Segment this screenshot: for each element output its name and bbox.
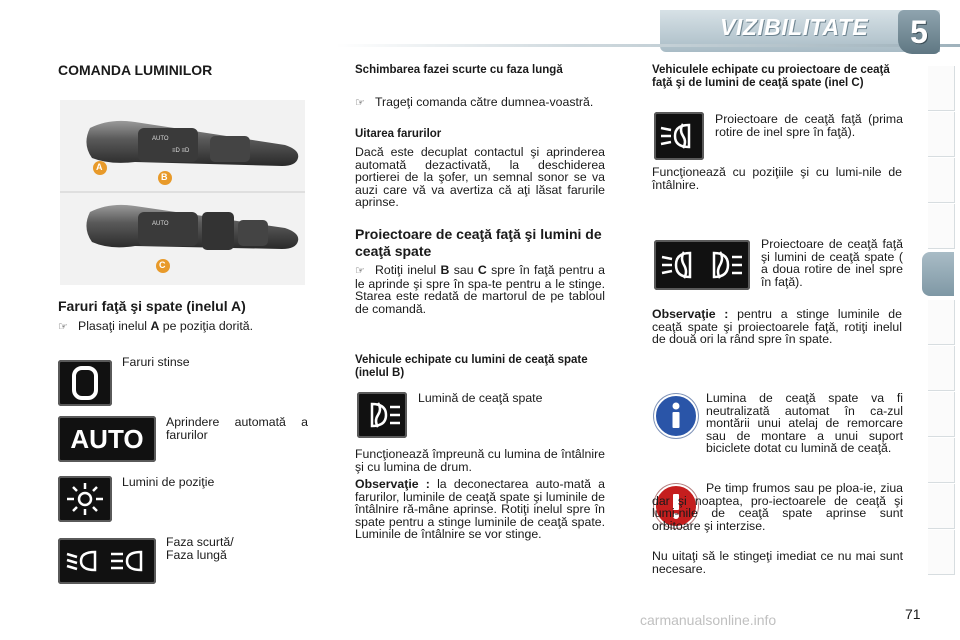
forget-text: Dacă este decuplat contactul şi aprinderea automată dezactivată, la deschiderea portierei de la şofer, un semnal sonor se va auzi care vă va avertiza că aţi lăsat farurile aprinse. bbox=[355, 145, 605, 210]
chapter-tab[interactable] bbox=[928, 530, 955, 575]
auto-label: Aprindere automată a farurilor bbox=[166, 415, 308, 442]
beam-label: Faza scurtă/ Faza lungă bbox=[166, 535, 234, 562]
front-rear-fog-icon bbox=[654, 240, 750, 290]
page-title: VIZIBILITATE bbox=[720, 14, 869, 40]
observation-c: Observaţie : pentru a stinge luminile de ceaţă spate şi proiectoarele faţă, rotiţi inelul de două ori la rând spre în spate. bbox=[652, 307, 902, 347]
both-fog-label: Proiectoare de ceaţă faţă şi lumini de ceaţă spate ( a doua rotire de inel spre în faţă). bbox=[761, 237, 903, 289]
chapter-tab[interactable] bbox=[928, 346, 955, 391]
watermark: carmanualsonline.info bbox=[640, 612, 777, 628]
auto-icon: AUTO bbox=[58, 416, 156, 462]
pointer-icon: ☞ bbox=[355, 265, 365, 277]
svg-text:AUTO: AUTO bbox=[152, 136, 169, 142]
page-number: 71 bbox=[905, 606, 921, 622]
warning-reminder: Nu uitaţi să le stingeţi imediat ce nu mai sunt necesare. bbox=[652, 549, 903, 576]
beam-switch-title: Schimbarea fazei scurte cu faza lungă bbox=[355, 64, 563, 76]
chapter-tab[interactable] bbox=[928, 112, 955, 157]
pointer-icon: ☞ bbox=[355, 97, 365, 109]
rear-fog-text: Funcţionează împreună cu lumina de întâlnire şi cu lumina de drum. bbox=[355, 447, 605, 474]
light-stalk-drawing bbox=[60, 100, 305, 285]
observation-b: Observaţie : la deconectarea auto-mată a farurilor, luminile de ceaţă spate şi luminile de întâlnire ră-mâne aprinse. Rotiţi inelul spre în spate pentru a stinge luminile de ceaţă spate. Luminile de întâlnire se vor stinge. bbox=[355, 477, 605, 542]
chapter-tab[interactable] bbox=[928, 204, 955, 249]
front-fog-label: Proiectoare de ceaţă faţă (prima rotire de inel spre în faţă). bbox=[715, 112, 903, 139]
chapter-tab[interactable] bbox=[928, 66, 955, 111]
ring-c-title: Vehiculele echipate cu proiectoare de ceaţă faţă şi de lumini de ceaţă spate (inel C) bbox=[652, 64, 890, 89]
pointer-icon: ☞ bbox=[58, 321, 68, 333]
rear-fog-label: Lumină de ceaţă spate bbox=[418, 391, 543, 405]
off-icon bbox=[58, 360, 112, 406]
chapter-tab[interactable] bbox=[928, 158, 955, 203]
chapter-tab[interactable] bbox=[928, 484, 955, 529]
fog-title: Proiectoare de ceaţă faţă şi lumini de ceaţă spate bbox=[355, 226, 602, 259]
low-high-beam-icon bbox=[58, 538, 156, 584]
ring-a-title: Faruri faţă şi spate (inelul A) bbox=[58, 298, 246, 314]
light-stalk-illustration bbox=[60, 100, 305, 285]
rear-fog-icon bbox=[357, 392, 407, 438]
warning-text: Pe timp frumos sau pe ploa-ie, ziua dar şi noaptea, pro-iectoarele de ceaţă şi lumi-nile de ceaţă spate aprinse sunt orbitoare şi interzise. bbox=[652, 481, 903, 533]
info-text: Lumina de ceaţă spate va fi neutralizată automat în ca-zul montării unui atelaj de remorcare sau de montare a unui suport biciclete dotat cu lumină de ceaţă. bbox=[706, 391, 903, 456]
chapter-tab-active[interactable] bbox=[922, 252, 954, 296]
chapter-tab[interactable] bbox=[928, 392, 955, 437]
stalk-label-a: A bbox=[96, 162, 103, 172]
section-title: COMANDA LUMINILOR bbox=[58, 62, 213, 78]
ring-b-title: Vehicule echipate cu lumini de ceaţă spate (inelul B) bbox=[355, 354, 588, 379]
stalk-label-c: C bbox=[159, 260, 166, 270]
chapter-tab[interactable] bbox=[928, 300, 955, 345]
chapter-tab[interactable] bbox=[928, 438, 955, 483]
ring-a-instruction: ☞ Plasaţi inelul A pe poziţia dorită. bbox=[58, 319, 254, 333]
svg-text:≡D ≡D: ≡D ≡D bbox=[172, 148, 190, 154]
stalk-label-b: B bbox=[161, 172, 168, 182]
front-fog-text: Funcţionează cu poziţiile şi cu lumi-nile de întâlnire. bbox=[652, 165, 902, 192]
svg-text:AUTO: AUTO bbox=[152, 221, 169, 227]
fog-instruction: ☞ Rotiţi inelul B sau C spre în faţă pentru a le aprinde şi spre în spa-te pentru a le stinge. Starea este redată de martorul de pe tabloul de comandă. bbox=[355, 263, 605, 316]
chapter-tabs bbox=[928, 66, 960, 578]
forget-title: Uitarea farurilor bbox=[355, 128, 442, 140]
beam-switch-instruction: ☞ Trageţi comanda către dumnea-voastră. bbox=[355, 95, 594, 109]
chapter-badge: 5 bbox=[898, 10, 940, 54]
info-icon bbox=[654, 394, 698, 438]
position-lights-label: Lumini de poziţie bbox=[122, 475, 215, 489]
off-label: Faruri stinse bbox=[122, 355, 190, 369]
position-lights-icon bbox=[58, 476, 112, 522]
front-fog-icon bbox=[654, 112, 704, 160]
